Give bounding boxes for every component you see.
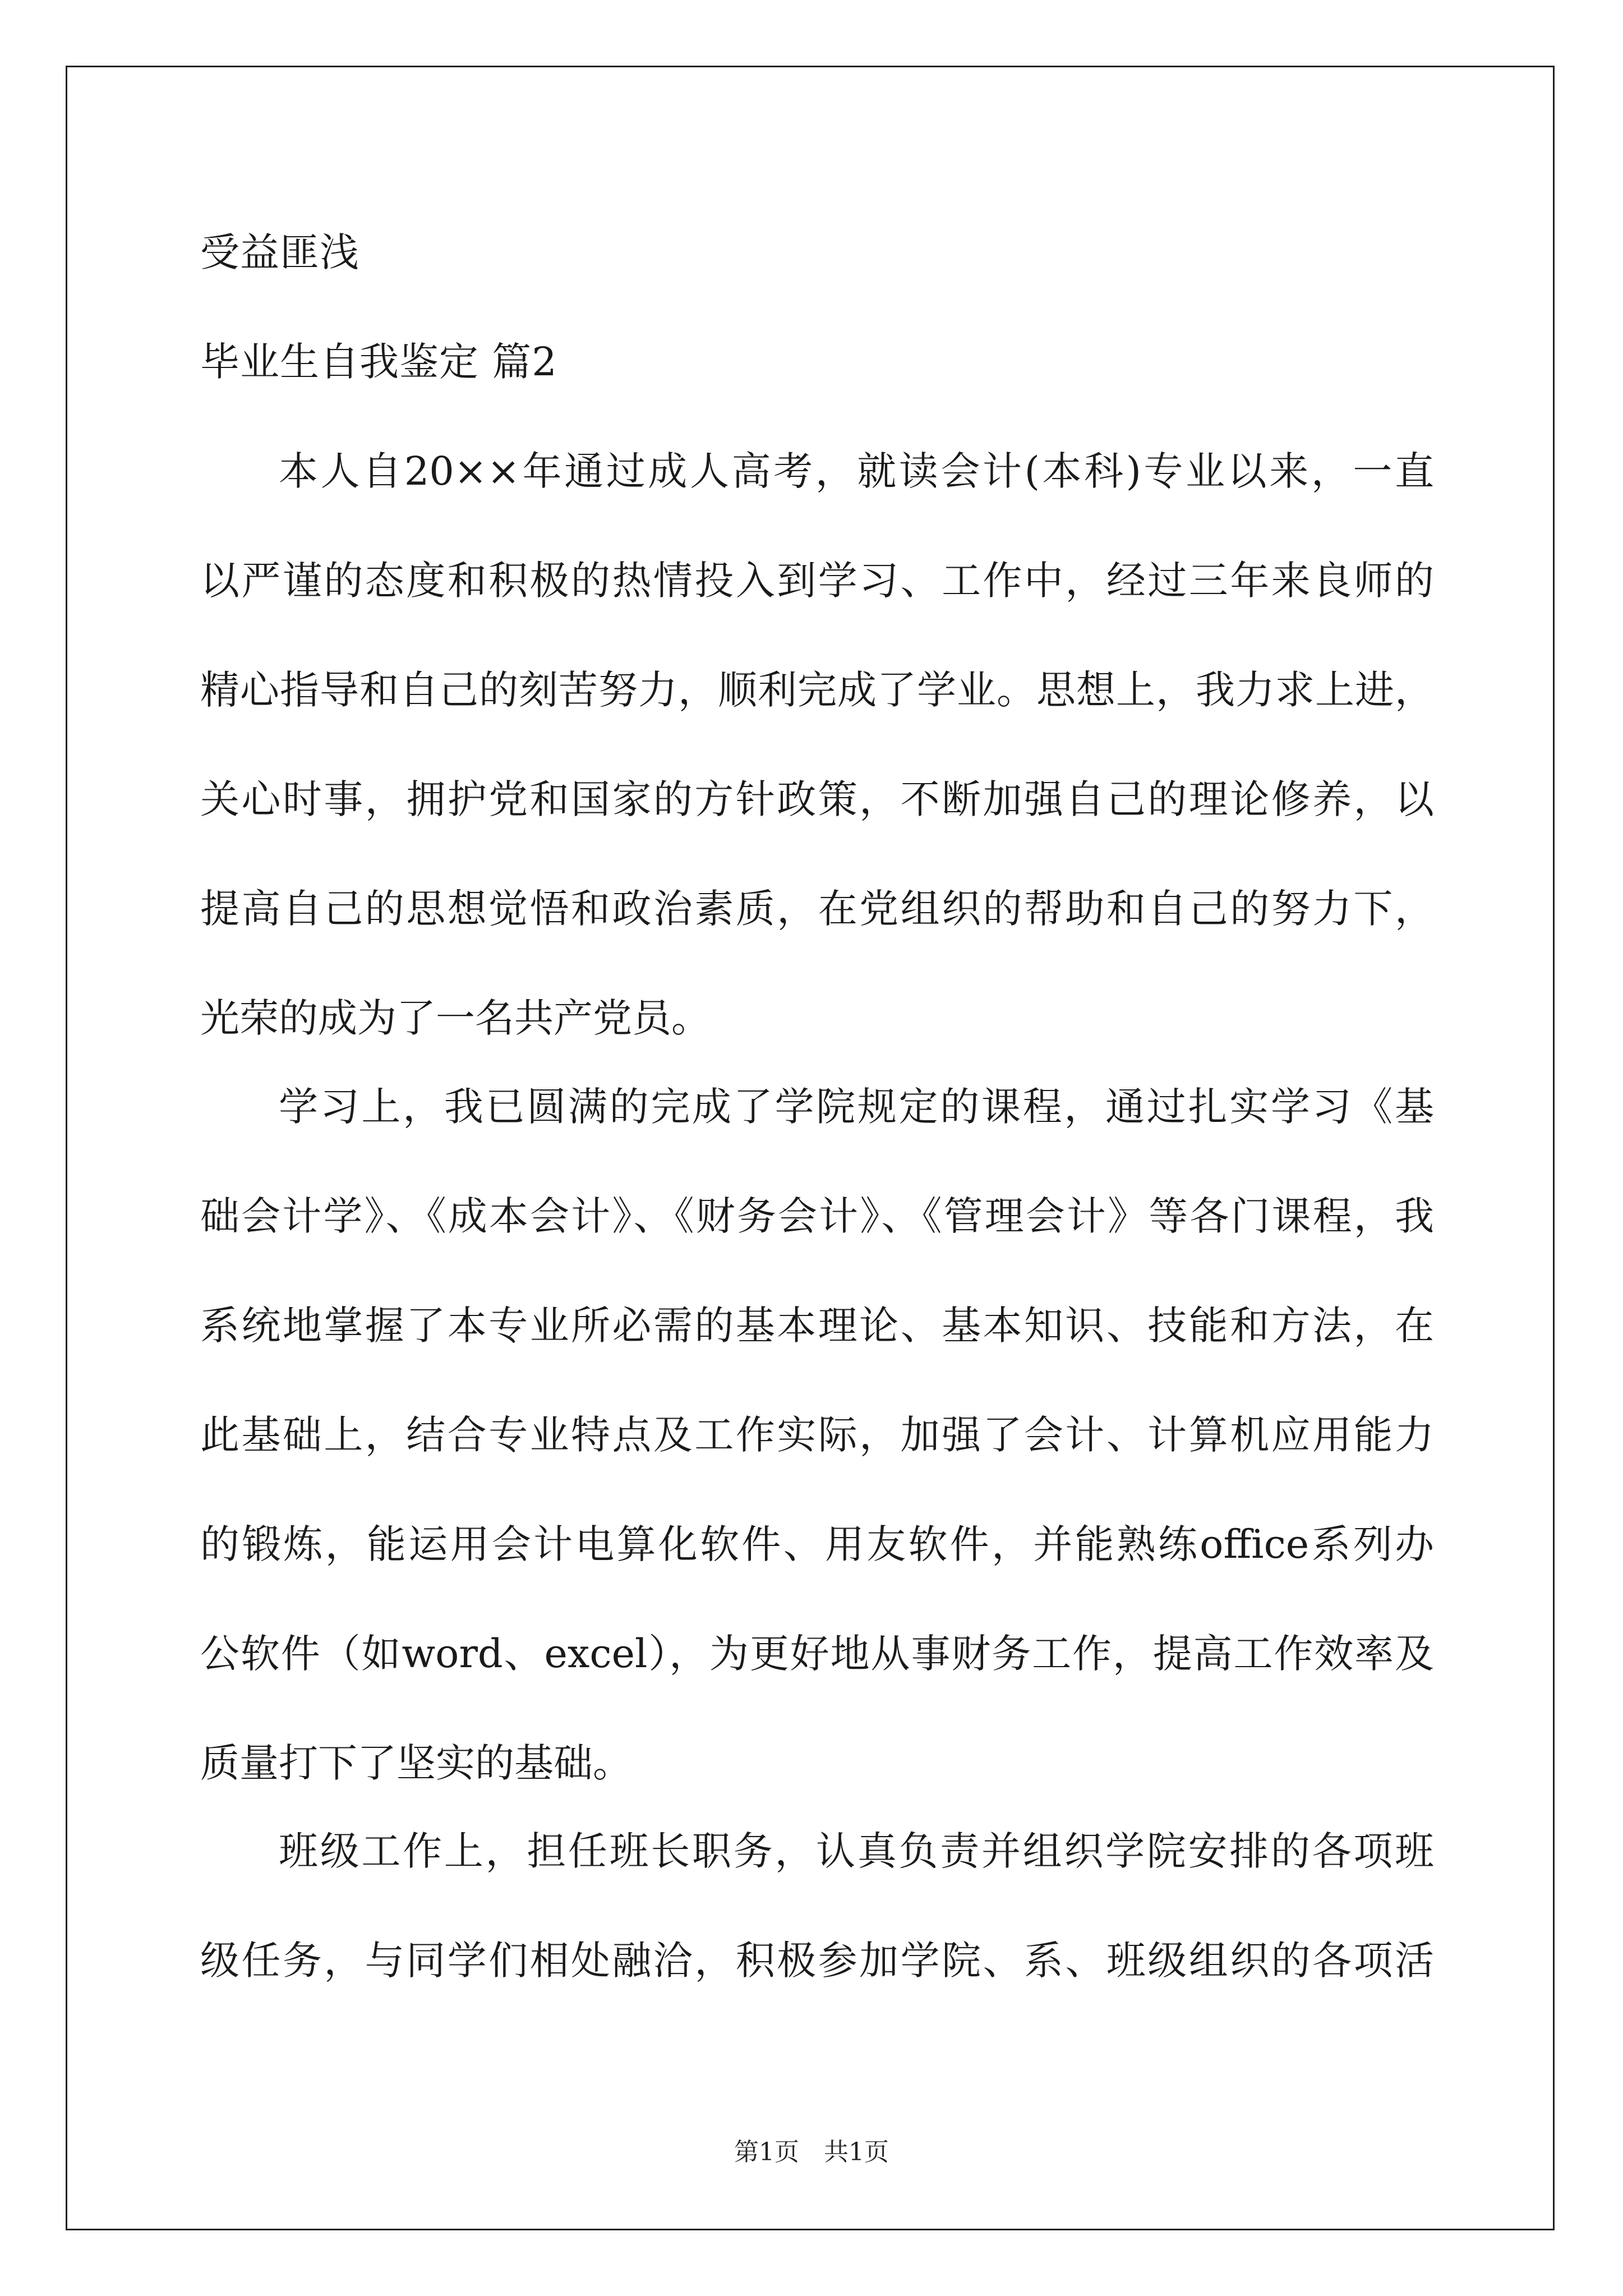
paragraph-3 — [200, 1828, 1434, 2050]
paragraph-line: 质量打下了坚实的基础。 — [200, 1740, 632, 1786]
paragraph-line: 精心指导和自己的刻苦努力，顺利完成了学业。思想上，我力求上进， — [200, 667, 1434, 713]
paragraph-1 — [200, 448, 1434, 1108]
paragraph-2 — [200, 1084, 1434, 1853]
paragraph-line: 光荣的成为了一名共产党员。 — [200, 995, 711, 1041]
paragraph-line: 此基础上，结合专业特点及工作实际，加强了会计、计算机应用能力 — [200, 1412, 1434, 1458]
page-number: 第1页 — [734, 2138, 799, 2166]
paragraph-line: 关心时事，拥护党和国家的方针政策，不断加强自己的理论修养，以 — [200, 776, 1434, 822]
paragraph-line: 级任务，与同学们相处融洽，积极参加学院、系、班级组织的各项活 — [200, 1938, 1434, 1984]
page-footer — [0, 2140, 1623, 2165]
section-title: 毕业生自我鉴定 篇2 — [200, 339, 557, 385]
paragraph-line: 础会计学》、《成本会计》、《财务会计》、《管理会计》等各门课程，我 — [200, 1193, 1434, 1239]
page-total: 共1页 — [824, 2138, 889, 2166]
paragraph-line: 的锻炼，能运用会计电算化软件、用友软件，并能熟练office系列办 — [200, 1521, 1434, 1567]
heading-text: 受益匪浅 — [200, 229, 359, 275]
paragraph-line: 本人自20××年通过成人高考，就读会计(本科)专业以来，一直 — [279, 448, 1434, 494]
paragraph-line: 提高自己的思想觉悟和政治素质，在党组织的帮助和自己的努力下， — [200, 886, 1434, 932]
paragraph-line: 学习上，我已圆满的完成了学院规定的课程，通过扎实学习《基 — [279, 1084, 1434, 1130]
paragraph-line: 以严谨的态度和积极的热情投入到学习、工作中，经过三年来良师的 — [200, 558, 1434, 604]
paragraph-line: 公软件（如word、excel），为更好地从事财务工作，提高工作效率及 — [200, 1631, 1434, 1677]
paragraph-line: 班级工作上，担任班长职务，认真负责并组织学院安排的各项班 — [279, 1828, 1434, 1874]
paragraph-line: 系统地掌握了本专业所必需的基本理论、基本知识、技能和方法，在 — [200, 1303, 1434, 1349]
